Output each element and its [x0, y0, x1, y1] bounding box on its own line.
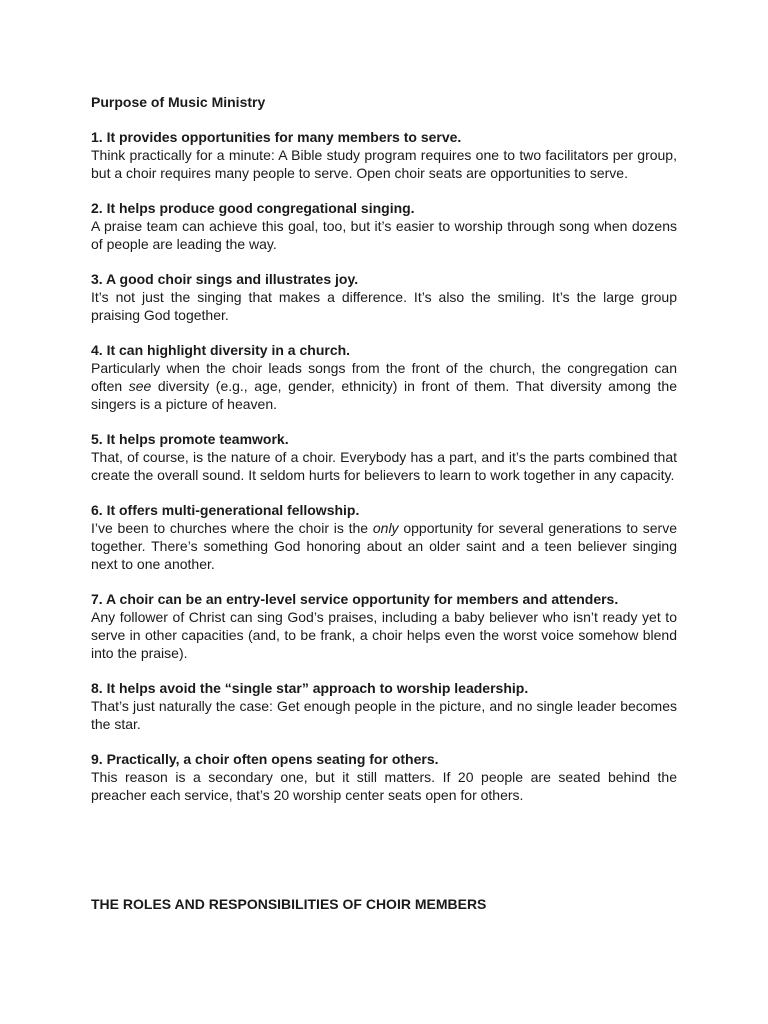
- section-8: [91, 679, 677, 733]
- section-7: [91, 590, 677, 662]
- emphasized-word: only: [372, 520, 399, 536]
- section-heading: 7. A choir can be an entry-level service opportunity for members and attenders.: [91, 591, 619, 607]
- section-body: Think practically for a minute: A Bible study program requires one to two facilitators per group, but a choir requires many people to serve. Open choir seats are opportunities to serve.: [91, 147, 677, 181]
- section-body: It’s not just the singing that makes a difference. It’s also the smiling. It’s the large group praising God together.: [91, 289, 677, 323]
- body-text-before: I’ve been to churches where the choir is the: [91, 520, 373, 536]
- section-6: [91, 501, 677, 573]
- document-page: [91, 93, 677, 821]
- section-body: Any follower of Christ can sing God’s praises, including a baby believer who isn’t ready yet to serve in other capacities (and, to be frank, a choir helps even the worst voice somehow blend into the praise).: [91, 609, 677, 661]
- section-body: That’s just naturally the case: Get enough people in the picture, and no single leader becomes the star.: [91, 698, 677, 732]
- document-title: Purpose of Music Ministry: [91, 94, 266, 110]
- section-heading: 8. It helps avoid the “single star” approach to worship leadership.: [91, 680, 529, 696]
- section-1: [91, 128, 677, 182]
- emphasized-word: see: [128, 378, 152, 394]
- roles-heading: THE ROLES AND RESPONSIBILITIES OF CHOIR MEMBERS: [91, 896, 487, 912]
- section-3: [91, 270, 677, 324]
- section-body: [91, 359, 677, 413]
- body-text-after: opportunity for several generations to serve together. There’s something God honoring about an older saint and a teen believer singing next to one another.: [91, 520, 678, 572]
- section-heading: 1. It provides opportunities for many members to serve.: [91, 129, 462, 145]
- section-heading: 6. It offers multi-generational fellowship.: [91, 502, 360, 518]
- section-heading: 9. Practically, a choir often opens seating for others.: [91, 751, 439, 767]
- section-9: [91, 750, 677, 804]
- section-body: This reason is a secondary one, but it still matters. If 20 people are seated behind the preacher each service, that’s 20 worship center seats open for others.: [91, 769, 677, 803]
- body-text-after: diversity (e.g., age, gender, ethnicity) in front of them. That diversity among the singers is a picture of heaven.: [91, 378, 677, 412]
- section-heading: 3. A good choir sings and illustrates joy.: [91, 271, 359, 287]
- section-4: [91, 341, 677, 413]
- section-5: [91, 430, 677, 484]
- section-body: [91, 519, 677, 573]
- section-body: That, of course, is the nature of a choir. Everybody has a part, and it’s the parts combined that create the overall sound. It seldom hurts for believers to learn to work together in any capacity.: [91, 449, 677, 483]
- section-heading: 5. It helps promote teamwork.: [91, 431, 289, 447]
- body-text-before: Particularly when the choir leads songs from the front of the church, the congregation can often: [91, 360, 677, 394]
- section-body: A praise team can achieve this goal, too, but it’s easier to worship through song when dozens of people are leading the way.: [91, 218, 677, 252]
- section-2: [91, 199, 677, 253]
- section-heading: 2. It helps produce good congregational singing.: [91, 200, 415, 216]
- section-heading: 4. It can highlight diversity in a church.: [91, 342, 351, 358]
